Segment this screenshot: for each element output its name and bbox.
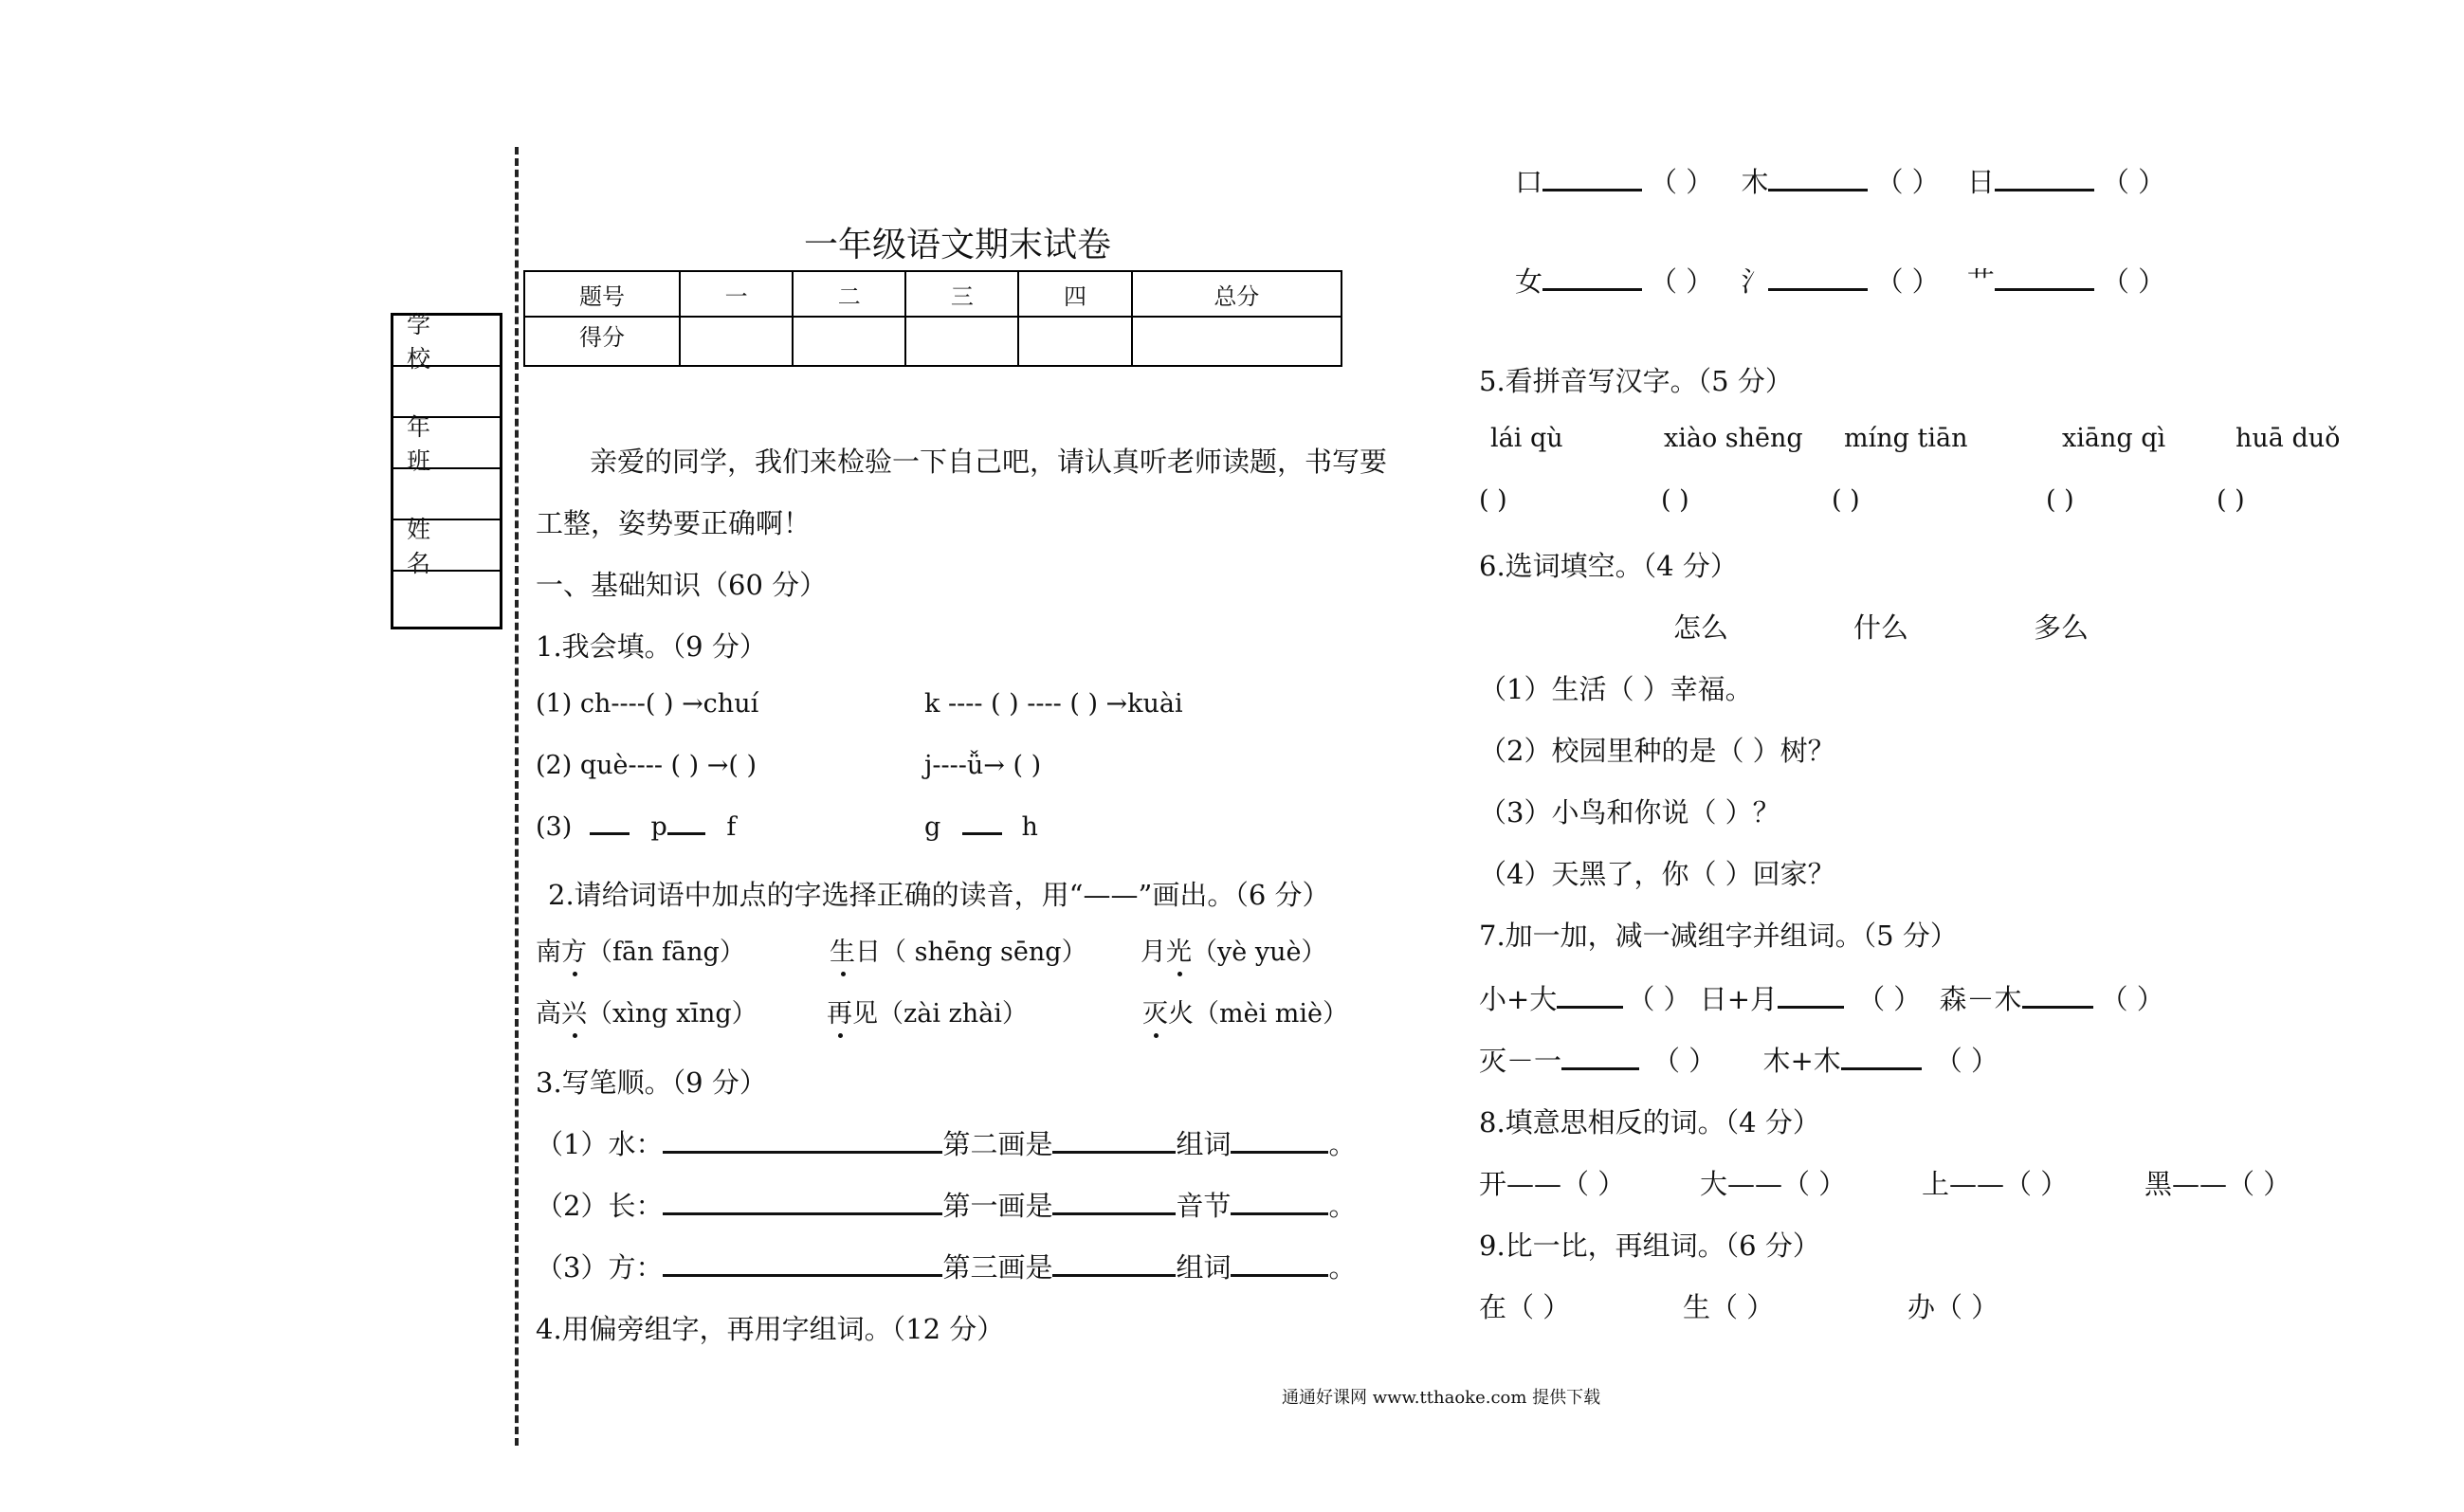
q6-item-2[interactable]: （2）校园里种的是（ ）树？ <box>1479 735 1835 767</box>
pinyin-2: xiào shēng <box>1664 424 1803 453</box>
binding-dashed-line <box>515 147 519 1446</box>
school-label: 学 校 <box>393 316 500 367</box>
word-bracket[interactable]: （ ） <box>1934 1045 1999 1077</box>
q3-end: 音节 <box>1176 1190 1232 1222</box>
word-blank[interactable] <box>1231 1151 1328 1154</box>
dotted-char: 灭 <box>1142 999 1168 1029</box>
q2-row2-item2 <box>827 993 1028 1029</box>
stroke-blank[interactable] <box>1052 1151 1176 1154</box>
q3-mid: 第二画是 <box>942 1128 1053 1160</box>
q2-row1-item1 <box>536 931 745 968</box>
pinyin-options[interactable]: （xìng xīng） <box>587 999 757 1029</box>
hanzi-bracket-2[interactable]: ( ) <box>1661 485 1689 515</box>
q3-row-3 <box>536 1247 1357 1285</box>
q1-row3-number: (3) <box>536 812 573 842</box>
q3-end: 组词 <box>1176 1251 1232 1284</box>
radical: 艹 <box>1966 265 1995 298</box>
score-cell[interactable] <box>1132 317 1342 366</box>
q7-row-1 <box>1479 978 2164 1017</box>
answer-blank[interactable] <box>962 832 1002 835</box>
char-blank[interactable] <box>1542 189 1642 191</box>
header-cell: 四 <box>1018 271 1131 317</box>
pinyin-options[interactable]: （yè yuè） <box>1192 938 1327 967</box>
pinyin-options[interactable]: （mèi miè） <box>1194 999 1349 1029</box>
radical: 女 <box>1515 265 1543 298</box>
formula: 小+大 <box>1479 983 1558 1015</box>
pinyin-options[interactable]: （fān fāng） <box>587 938 745 967</box>
word-bracket[interactable]: （ ） <box>1875 265 1940 298</box>
page-title: 一年级语文期末试卷 <box>804 226 1112 264</box>
q1-row3b <box>924 812 1038 842</box>
compare-3[interactable]: 办（ ） <box>1907 1291 1999 1323</box>
formula: 木+木 <box>1762 1045 1841 1077</box>
stroke-order-blank[interactable] <box>663 1212 942 1215</box>
radical: 口 <box>1515 166 1543 198</box>
answer-blank[interactable] <box>667 832 705 835</box>
q3-lead: （3）方： <box>536 1251 664 1284</box>
word-bracket[interactable]: （ ） <box>2101 166 2166 198</box>
score-cell[interactable] <box>680 317 793 366</box>
pinyin-4: xiāng qì <box>2062 424 2166 453</box>
pinyin-5: huā duǒ <box>2236 424 2341 453</box>
dotted-char: 方 <box>561 938 587 967</box>
dotted-char: 兴 <box>561 999 587 1029</box>
q2-title: 2.请给词语中加点的字选择正确的读音，用“——”画出。（6 分） <box>548 879 1330 911</box>
word-char: 南 <box>536 938 561 967</box>
q3-dot: 。 <box>1328 1128 1357 1160</box>
q1-row1a: (1) ch----( ) →chuí <box>536 689 759 719</box>
hanzi-bracket-5[interactable]: ( ) <box>2217 485 2245 515</box>
q6-item-3[interactable]: （3）小鸟和你说（ ）？ <box>1479 796 1780 829</box>
hanzi-bracket-1[interactable]: ( ) <box>1479 485 1507 515</box>
char-blank[interactable] <box>1778 1006 1844 1009</box>
q3-lead: （1）水： <box>536 1128 664 1160</box>
pinyin-letter: f <box>726 812 737 842</box>
word-option-3: 多么 <box>2034 611 2090 644</box>
q3-lead: （2）长： <box>536 1190 664 1222</box>
char-blank[interactable] <box>2022 1006 2093 1009</box>
name-label: 姓 名 <box>393 520 500 572</box>
word-char: 月 <box>1141 938 1166 967</box>
pinyin-options[interactable]: （zài zhài） <box>878 999 1028 1029</box>
q1-title: 1.我会填。（9 分） <box>536 630 767 663</box>
antonym-2[interactable]: 大——（ ） <box>1700 1168 1847 1200</box>
score-table <box>523 270 1342 367</box>
char-blank[interactable] <box>1995 189 2094 191</box>
footer-source: 通通好课网 www.tthaoke.com 提供下载 <box>1282 1388 1601 1408</box>
stroke-order-blank[interactable] <box>663 1274 942 1277</box>
word-option-1: 怎么 <box>1673 611 1729 644</box>
radical: 氵 <box>1741 265 1769 298</box>
char-blank[interactable] <box>1995 288 2094 291</box>
row-label: 得分 <box>524 317 680 366</box>
word-blank[interactable] <box>1231 1274 1328 1277</box>
q4-row-1 <box>1515 161 2165 200</box>
header-cell: 题号 <box>524 271 680 317</box>
header-cell: 一 <box>680 271 793 317</box>
q6-item-4[interactable]: （4）天黑了，你（ ）回家？ <box>1479 858 1835 890</box>
stroke-order-blank[interactable] <box>663 1151 942 1154</box>
formula: 日+月 <box>1699 983 1779 1015</box>
q5-title: 5.看拼音写汉字。（5 分） <box>1479 365 1793 397</box>
pinyin-3: míng tiān <box>1844 424 1968 453</box>
word-bracket[interactable]: （ ） <box>1857 983 1922 1015</box>
section-heading: 一、基础知识（60 分） <box>536 569 828 601</box>
word-bracket[interactable]: （ ） <box>1875 166 1940 198</box>
pinyin-letter: p <box>650 812 667 842</box>
q8-title: 8.填意思相反的词。（4 分） <box>1479 1106 1820 1139</box>
antonym-3[interactable]: 上——（ ） <box>1922 1168 2069 1200</box>
dotted-char: 光 <box>1166 938 1192 967</box>
antonym-1[interactable]: 开——（ ） <box>1479 1168 1626 1200</box>
stroke-blank[interactable] <box>1052 1274 1176 1277</box>
q3-dot: 。 <box>1328 1190 1357 1222</box>
char-blank[interactable] <box>1542 288 1642 291</box>
score-table-header-row <box>524 271 1342 317</box>
radical: 日 <box>1966 166 1995 198</box>
char-blank[interactable] <box>1557 1006 1623 1009</box>
q7-title: 7.加一加，减一减组字并组词。（5 分） <box>1479 920 1958 952</box>
student-info-box <box>391 313 502 629</box>
char-blank[interactable] <box>1768 189 1868 191</box>
word-bracket[interactable]: （ ） <box>1652 1045 1717 1077</box>
word-char: 高 <box>536 999 561 1029</box>
class-label: 年 班 <box>393 418 500 469</box>
answer-blank[interactable] <box>590 832 630 835</box>
pinyin-letter: h <box>1021 812 1038 842</box>
formula: 森－木 <box>1939 983 2022 1015</box>
name-field[interactable] <box>393 572 500 623</box>
pinyin-options[interactable]: （ shēng sēng） <box>881 938 1087 967</box>
char-blank[interactable] <box>1768 288 1868 291</box>
word-char: 火 <box>1168 999 1194 1029</box>
word-bracket[interactable]: （ ） <box>2101 265 2166 298</box>
q3-mid: 第一画是 <box>942 1190 1053 1222</box>
hanzi-bracket-4[interactable]: ( ) <box>2046 485 2074 515</box>
q2-row2-item1 <box>536 993 757 1029</box>
word-bracket[interactable]: （ ） <box>2100 983 2164 1015</box>
word-bracket[interactable]: （ ） <box>1627 983 1691 1015</box>
q3-row-2 <box>536 1185 1357 1224</box>
score-cell[interactable] <box>1018 317 1131 366</box>
compare-2[interactable]: 生（ ） <box>1683 1291 1775 1323</box>
score-row <box>524 317 1342 366</box>
score-cell[interactable] <box>793 317 905 366</box>
formula: 灭－一 <box>1479 1045 1562 1077</box>
pinyin-1: lái qù <box>1490 424 1563 453</box>
compare-1[interactable]: 在（ ） <box>1479 1291 1571 1323</box>
pinyin-letter: g <box>924 812 941 842</box>
q1-row3a <box>536 812 736 842</box>
header-cell: 总分 <box>1132 271 1342 317</box>
q3-title: 3.写笔顺。（9 分） <box>536 1066 767 1099</box>
hanzi-bracket-3[interactable]: ( ) <box>1832 485 1860 515</box>
q3-end: 组词 <box>1176 1128 1232 1160</box>
q6-item-1[interactable]: （1）生活（ ）幸福。 <box>1479 673 1753 705</box>
header-cell: 三 <box>905 271 1018 317</box>
header-cell: 二 <box>793 271 905 317</box>
q3-dot: 。 <box>1328 1251 1357 1284</box>
q3-row-1 <box>536 1123 1357 1162</box>
word-char: 见 <box>852 999 878 1029</box>
q7-row-2 <box>1479 1040 1999 1079</box>
word-blank[interactable] <box>1231 1212 1328 1215</box>
q6-title: 6.选词填空。（4 分） <box>1479 550 1738 582</box>
q2-row2-item3 <box>1142 993 1348 1029</box>
q3-mid: 第三画是 <box>942 1251 1053 1284</box>
word-bracket[interactable]: （ ） <box>1650 265 1714 298</box>
antonym-4[interactable]: 黑——（ ） <box>2145 1168 2291 1200</box>
q9-title: 9.比一比，再组词。（6 分） <box>1479 1230 1820 1262</box>
q2-row1-item3 <box>1141 931 1326 968</box>
intro-line-2: 工整，姿势要正确啊！ <box>536 507 812 539</box>
q1-row2b: j----ǚ→ ( ) <box>924 751 1042 780</box>
q4-row-2 <box>1515 261 2165 300</box>
stroke-blank[interactable] <box>1052 1212 1176 1215</box>
score-cell[interactable] <box>905 317 1018 366</box>
char-blank[interactable] <box>1561 1067 1639 1070</box>
q1-row2a: (2) què---- ( ) →( ) <box>536 751 757 780</box>
char-blank[interactable] <box>1841 1067 1922 1070</box>
q2-row1-item2 <box>830 931 1087 968</box>
word-option-2: 什么 <box>1853 611 1909 644</box>
q4-title: 4.用偏旁组字，再用字组词。（12 分） <box>536 1313 1005 1345</box>
word-bracket[interactable]: （ ） <box>1650 166 1714 198</box>
intro-line-1: 亲爱的同学，我们来检验一下自己吧，请认真听老师读题，书写要 <box>590 446 1388 478</box>
word-char: 日 <box>855 938 881 967</box>
dotted-char: 生 <box>830 938 855 967</box>
q1-row1b: k ---- ( ) ---- ( ) →kuài <box>924 689 1183 719</box>
dotted-char: 再 <box>827 999 852 1029</box>
radical: 木 <box>1741 166 1769 198</box>
